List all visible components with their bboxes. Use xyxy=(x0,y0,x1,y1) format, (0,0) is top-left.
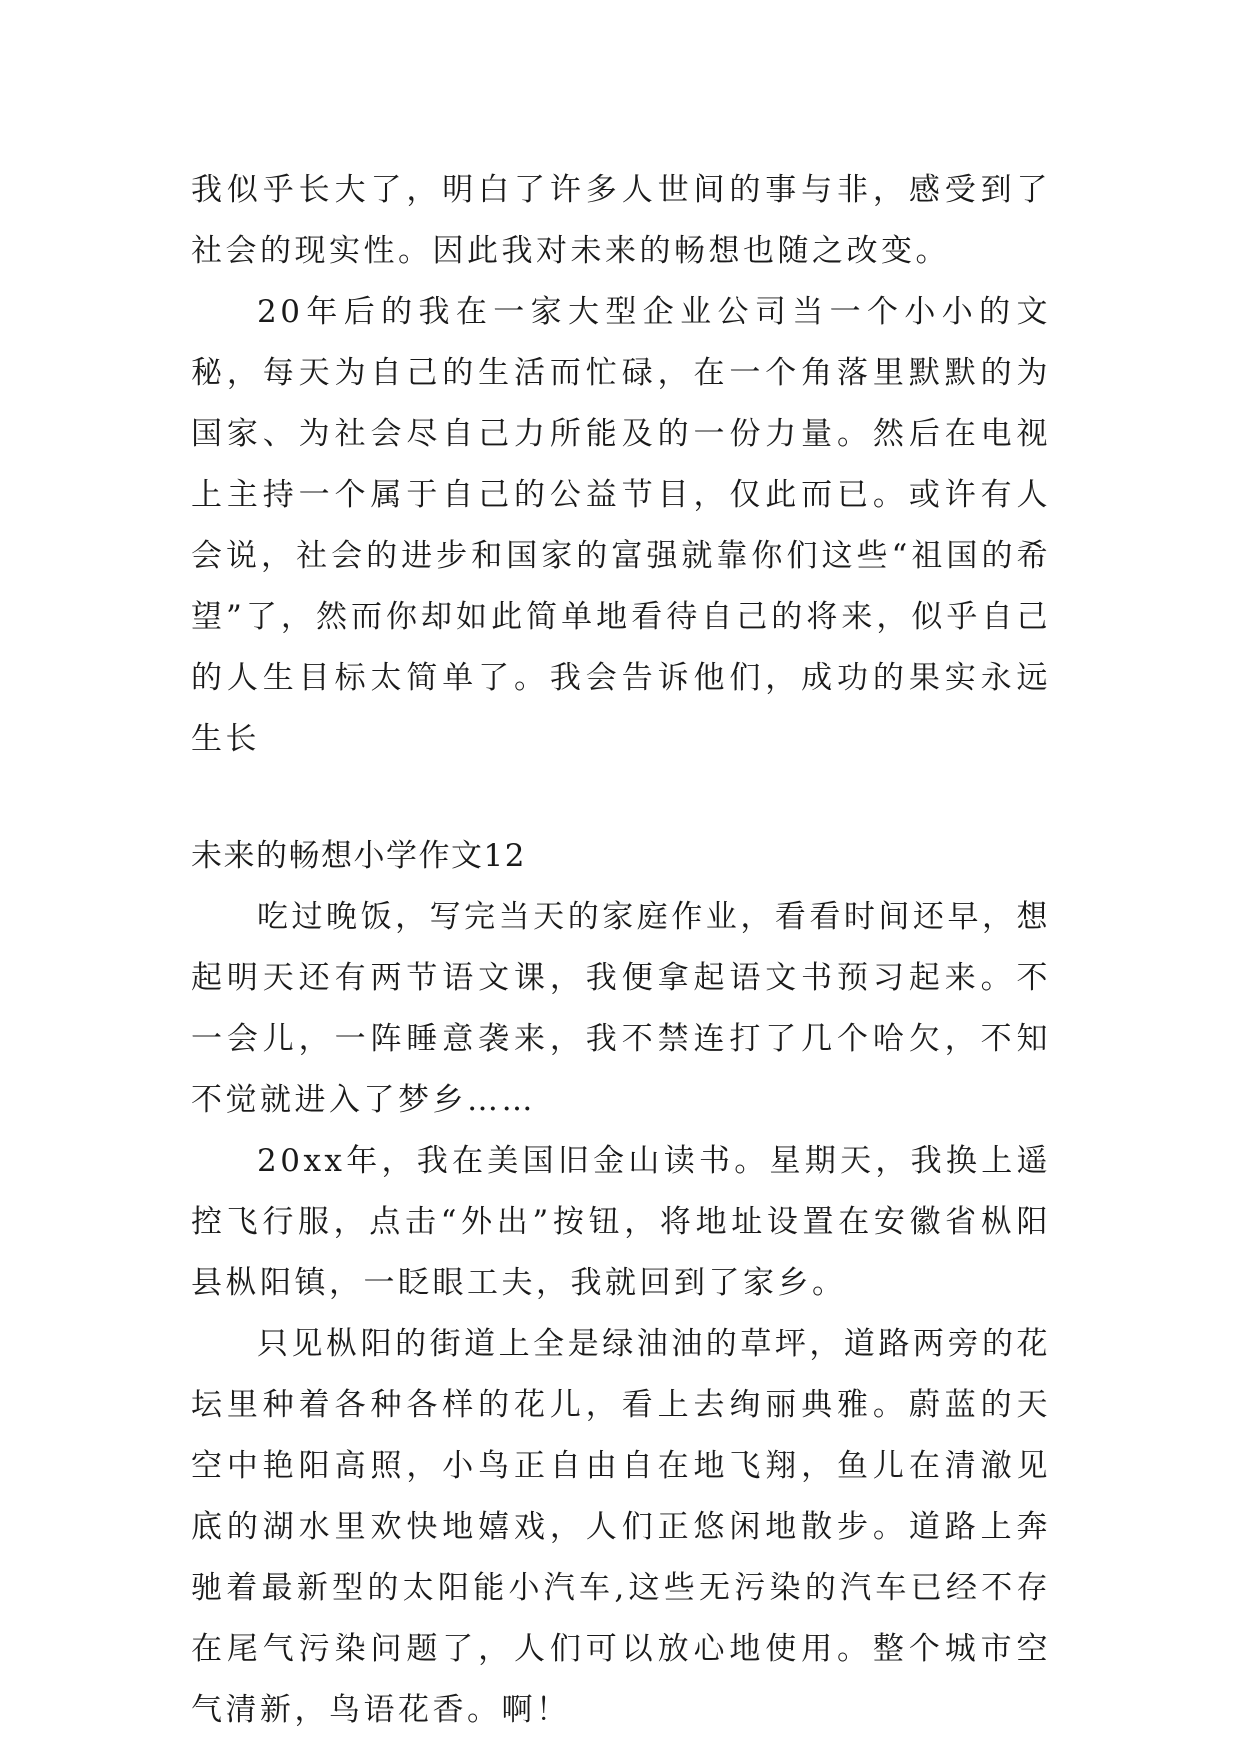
paragraph-continued: 我似乎长大了，明白了许多人世间的事与非，感受到了社会的现实性。因此我对未来的畅想也随之改变。 xyxy=(191,172,1051,269)
paragraph-hometown: 只见枞阳的街道上全是绿油油的草坪，道路两旁的花坛里种着各种各样的花儿，看上去绚丽典雅。蔚蓝的天空中艳阳高照，小鸟正自由自在地飞翔，鱼儿在清澈见底的湖水里欢快地嬉戏，人们正悠闲地散步。道路上奔驰着最新型的太阳能小汽车,这些无污染的汽车已经不存在尾气污染问题了，人们可以放心地使用。整个城市空气清新，鸟语花香。啊！ xyxy=(191,1326,1051,1728)
paragraph-san-francisco: 20xx年，我在美国旧金山读书。星期天，我换上遥控飞行服，点击“外出”按钮，将地址设置在安徽省枞阳县枞阳镇，一眨眼工夫，我就回到了家乡。 xyxy=(191,1143,1051,1301)
section-gap xyxy=(191,770,1051,826)
section-title: 未来的畅想小学作文12 xyxy=(191,838,526,874)
paragraph-future-self: 20年后的我在一家大型企业公司当一个小小的文秘，每天为自己的生活而忙碌，在一个角落里默默的为国家、为社会尽自己力所能及的一份力量。然后在电视上主持一个属于自己的公益节目，仅此而已。或许有人会说，社会的进步和国家的富强就靠你们这些“祖国的希望”了，然而你却如此简单地看待自己的将来，似乎自己的人生目标太简单了。我会告诉他们，成功的果实永远生长 xyxy=(191,294,1051,757)
document-page xyxy=(191,160,1051,1741)
paragraph-dream-start: 吃过晚饭，写完当天的家庭作业，看看时间还早，想起明天还有两节语文课，我便拿起语文书预习起来。不一会儿，一阵睡意袭来，我不禁连打了几个哈欠，不知不觉就进入了梦乡…… xyxy=(191,899,1051,1118)
